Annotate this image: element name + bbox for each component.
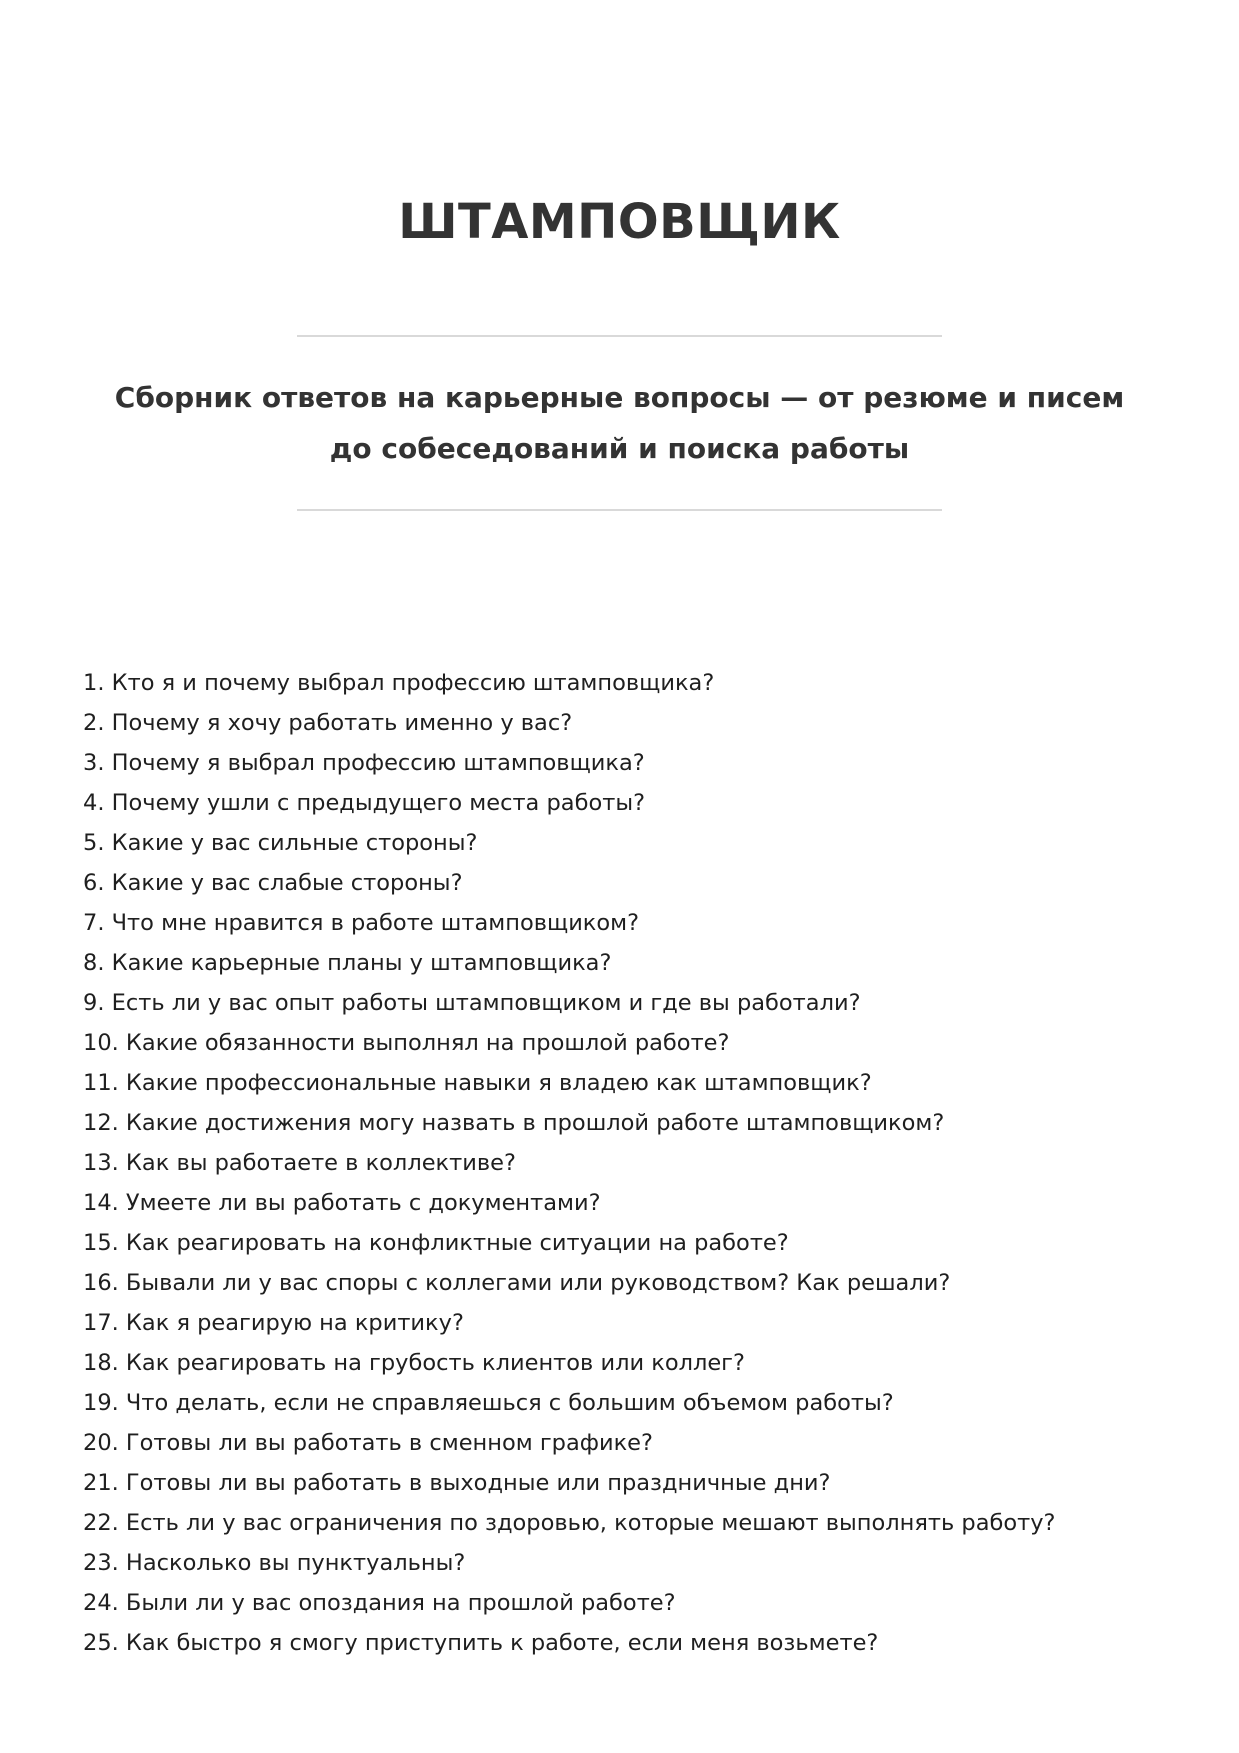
question-item: 13. Как вы работаете в коллективе? xyxy=(83,1150,516,1176)
question-item: 3. Почему я выбрал профессию штамповщика? xyxy=(83,750,645,776)
question-item: 21. Готовы ли вы работать в выходные или праздничные дни? xyxy=(83,1470,831,1496)
page-subtitle: Сборник ответов на карьерные вопросы — от резюме и писем до собеседований и поиска работы xyxy=(114,381,1125,465)
question-item: 25. Как быстро я смогу приступить к работе, если меня возьмете? xyxy=(83,1630,879,1656)
question-item: 24. Были ли у вас опоздания на прошлой работе? xyxy=(83,1590,676,1616)
divider-bottom xyxy=(297,509,942,511)
question-item: 22. Есть ли у вас ограничения по здоровью, которые мешают выполнять работу? xyxy=(83,1510,1056,1536)
question-item: 15. Как реагировать на конфликтные ситуации на работе? xyxy=(83,1230,789,1256)
question-item: 9. Есть ли у вас опыт работы штамповщиком и где вы работали? xyxy=(83,990,861,1016)
question-item: 1. Кто я и почему выбрал профессию штамповщика? xyxy=(83,670,715,696)
question-item: 23. Насколько вы пунктуальны? xyxy=(83,1550,466,1576)
divider-top xyxy=(297,335,942,337)
question-item: 7. Что мне нравится в работе штамповщиком? xyxy=(83,910,640,936)
question-item: 6. Какие у вас слабые стороны? xyxy=(83,870,463,896)
question-item: 19. Что делать, если не справляешься с большим объемом работы? xyxy=(83,1390,894,1416)
page-title: ШТАМПОВЩИК xyxy=(398,194,841,250)
question-item: 11. Какие профессиональные навыки я владею как штамповщик? xyxy=(83,1070,872,1096)
question-item: 8. Какие карьерные планы у штамповщика? xyxy=(83,950,612,976)
question-item: 18. Как реагировать на грубость клиентов или коллег? xyxy=(83,1350,745,1376)
question-item: 20. Готовы ли вы работать в сменном графике? xyxy=(83,1430,653,1456)
question-list xyxy=(83,663,1183,1663)
question-item: 4. Почему ушли с предыдущего места работы? xyxy=(83,790,646,816)
question-item: 14. Умеете ли вы работать с документами? xyxy=(83,1190,601,1216)
question-item: 2. Почему я хочу работать именно у вас? xyxy=(83,710,573,736)
question-item: 10. Какие обязанности выполнял на прошлой работе? xyxy=(83,1030,730,1056)
question-item: 16. Бывали ли у вас споры с коллегами или руководством? Как решали? xyxy=(83,1270,951,1296)
question-item: 17. Как я реагирую на критику? xyxy=(83,1310,464,1336)
question-item: 12. Какие достижения могу назвать в прошлой работе штамповщиком? xyxy=(83,1110,945,1136)
question-item: 5. Какие у вас сильные стороны? xyxy=(83,830,478,856)
